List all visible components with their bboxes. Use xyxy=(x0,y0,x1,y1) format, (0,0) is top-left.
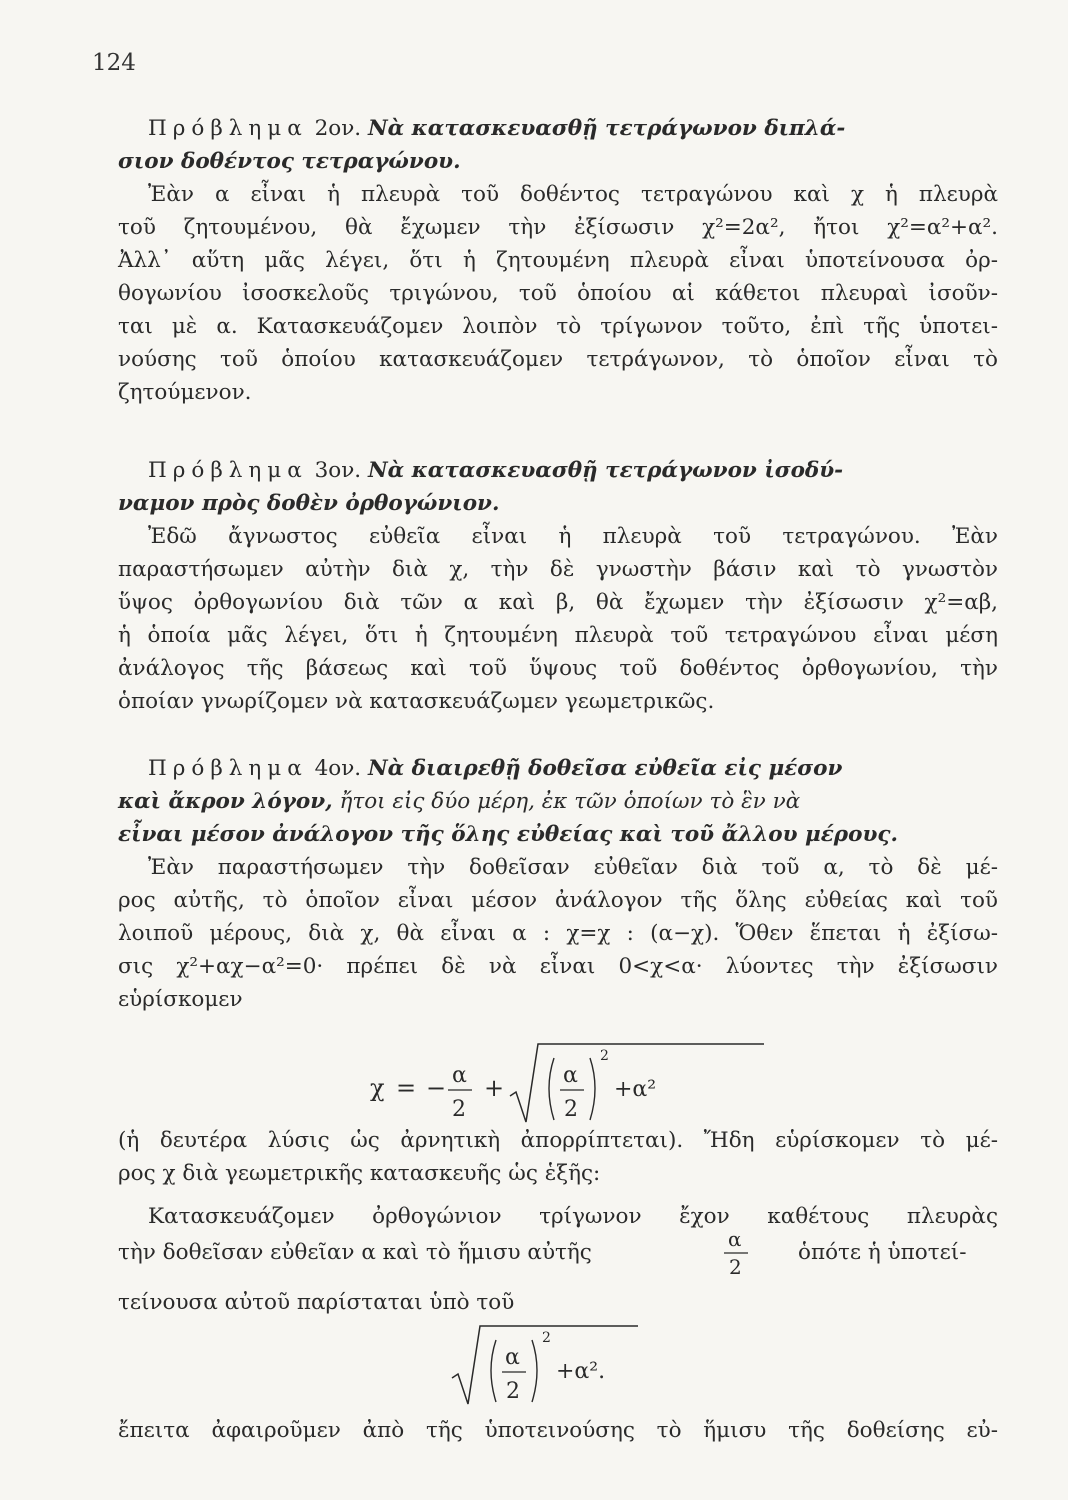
problem-title-cont: ναμον πρὸς δοθὲν ὀρθογώνιον. xyxy=(118,491,500,516)
paragraph-line: τὴν δοθεῖσαν εὐθεῖαν α καὶ τὸ ἥμισυ αὐτῆς xyxy=(118,1240,592,1265)
formula-tail: +α². xyxy=(556,1359,606,1384)
formula-minus: − xyxy=(426,1074,447,1102)
paragraph-line: Ἐὰν α εἶναι ἡ πλευρὰ τοῦ δοθέντος τετραγώνου καὶ χ ἡ πλευρὰ xyxy=(148,182,998,207)
paragraph-line: σις χ²+αχ−α²=0· πρέπει δὲ νὰ εἶναι 0<χ<α· λύοντες τὴν ἐξίσωσιν xyxy=(118,954,998,979)
problem-label: Πρόβλημα xyxy=(148,116,308,141)
final-line xyxy=(118,1414,998,1447)
problem-label: Πρόβλημα xyxy=(148,756,308,781)
problem-number: 3ον. xyxy=(314,458,362,483)
inline-fraction-numerator: α xyxy=(728,1227,742,1251)
inner-denominator: 2 xyxy=(564,1097,578,1122)
paragraph-line: ζητούμενον. xyxy=(118,380,252,405)
inline-fraction xyxy=(718,1226,758,1278)
inner-numerator: α xyxy=(505,1345,520,1370)
right-paren xyxy=(532,1340,537,1402)
paragraph-line: ρος αὐτῆς, τὸ ὁποῖον εἶναι μέσον ἀνάλογον τῆς ὅλης εὐθείας καὶ τοῦ xyxy=(118,888,998,913)
problem-title: Νὰ κατασκευασθῇ τετράγωνον διπλά- xyxy=(367,116,846,141)
left-paren xyxy=(491,1340,496,1402)
problem-4 xyxy=(118,752,998,1016)
left-paren xyxy=(549,1058,554,1120)
paragraph-line: λοιποῦ μέρους, διὰ χ, θὰ εἶναι α : χ=χ : (α−χ). Ὅθεν ἕπεται ἡ ἐξίσω- xyxy=(118,921,998,946)
formula-lhs: χ xyxy=(370,1074,385,1102)
inner-denominator: 2 xyxy=(506,1379,520,1404)
paragraph-line: παραστήσωμεν αὐτὴν διὰ χ, τὴν δὲ γνωστὴν βάσιν καὶ τὸ γνωστὸν xyxy=(118,557,998,582)
problem-3-heading-line xyxy=(118,454,998,487)
paragraph-line: ὕψος ὀρθογωνίου διὰ τῶν α καὶ β, θὰ ἔχωμεν τὴν ἐξίσωσιν χ²=αβ, xyxy=(118,590,998,615)
half-side-line xyxy=(118,1226,998,1278)
problem-2-heading-line xyxy=(118,112,998,145)
paragraph-line: τείνουσα αὐτοῦ παρίσταται ὑπὸ τοῦ xyxy=(118,1290,515,1315)
inline-fraction-denominator: 2 xyxy=(729,1255,742,1278)
problem-title-cont: σιον δοθέντος τετραγώνου. xyxy=(118,149,461,174)
problem-title-cont: καὶ ἄκρον λόγον, ἤτοι εἰς δύο μέρη, ἐκ τῶν ὁποίων τὸ ἓν νὰ xyxy=(118,789,801,814)
paragraph-line: Ἐὰν παραστήσωμεν τὴν δοθεῖσαν εὐθεῖαν διὰ τοῦ α, τὸ δὲ μέ- xyxy=(148,855,998,880)
formula-hypotenuse xyxy=(448,1318,688,1408)
problem-4-continued xyxy=(118,1124,998,1233)
problem-title: Νὰ κατασκευασθῇ τετράγωνον ἰσοδύ- xyxy=(367,458,844,483)
problem-2 xyxy=(118,112,998,409)
fraction-denominator: 2 xyxy=(452,1097,466,1122)
formula-plus: + xyxy=(484,1074,505,1102)
paragraph-line: τοῦ ζητουμένου, θὰ ἔχωμεν τὴν ἐξίσωσιν χ²=2α², ἤτοι χ²=α²+α². xyxy=(118,215,998,240)
problem-3 xyxy=(118,454,998,718)
paragraph-line: ἡ ὁποία μᾶς λέγει, ὅτι ἡ ζητουμένη πλευρὰ τοῦ τετραγώνου εἶναι μέση xyxy=(118,623,998,648)
inner-numerator: α xyxy=(563,1063,578,1088)
paragraph-line: ἔπειτα ἀφαιροῦμεν ἀπὸ τῆς ὑποτεινούσης τὸ ἥμισυ τῆς δοθείσης εὐ- xyxy=(118,1418,998,1443)
problem-title: Νὰ διαιρεθῇ δοθεῖσα εὐθεῖα εἰς μέσον xyxy=(367,756,843,781)
paragraph-line: Κατασκευάζομεν ὀρθογώνιον τρίγωνον ἔχον καθέτους πλευρὰς xyxy=(148,1204,998,1229)
paragraph-line: ὁποίαν γνωρίζομεν νὰ κατασκευάζωμεν γεωμετρικῶς. xyxy=(118,689,715,714)
paragraph-line: ὁπότε ἡ ὑποτεί- xyxy=(798,1240,967,1265)
page-number: 124 xyxy=(92,50,136,76)
problem-title-cont: εἶναι μέσον ἀνάλογον τῆς ὅλης εὐθείας καὶ τοῦ ἄλλου μέρους. xyxy=(118,822,898,847)
exponent: 2 xyxy=(600,1048,609,1064)
paragraph-line: νούσης τοῦ ὁποίου κατασκευάζομεν τετράγωνον, τὸ ὁποῖον εἶναι τὸ xyxy=(118,347,998,372)
paragraph-line: Ἐδῶ ἄγνωστος εὐθεῖα εἶναι ἡ πλευρὰ τοῦ τετραγώνου. Ἐὰν xyxy=(148,524,998,549)
paragraph-line: θογωνίου ἰσοσκελοῦς τριγώνου, τοῦ ὁποίου αἱ κάθετοι πλευραὶ ἰσοῦν- xyxy=(118,281,998,306)
fraction-numerator: α xyxy=(452,1063,467,1088)
formula-equals: = xyxy=(396,1074,417,1102)
paragraph-line: εὑρίσκομεν xyxy=(118,987,243,1012)
paragraph-line: ἀνάλογος τῆς βάσεως καὶ τοῦ ὕψους τοῦ δοθέντος ὀρθογωνίου, τὴν xyxy=(118,656,998,681)
problem-4-heading-line xyxy=(118,752,998,785)
problem-number: 4ον. xyxy=(314,756,362,781)
paragraph-line: Ἀλλ᾿ αὕτη μᾶς λέγει, ὅτι ἡ ζητουμένη πλευρὰ εἶναι ὑποτείνουσα ὀρ- xyxy=(118,248,998,273)
exponent: 2 xyxy=(542,1330,551,1346)
paragraph-line: (ἡ δευτέρα λύσις ὡς ἀρνητικὴ ἀπορρίπτεται). Ἤδη εὑρίσκομεν τὸ μέ- xyxy=(118,1128,998,1153)
paragraph-line: ται μὲ α. Κατασκευάζομεν λοιπὸν τὸ τρίγωνον τοῦτο, ἐπὶ τῆς ὑποτει- xyxy=(118,314,998,339)
paragraph-line: ρος χ διὰ γεωμετρικῆς κατασκευῆς ὡς ἑξῆς: xyxy=(118,1161,601,1186)
problem-label: Πρόβλημα xyxy=(148,458,308,483)
formula-golden-section xyxy=(360,1036,780,1126)
right-paren xyxy=(590,1058,595,1120)
problem-number: 2ον. xyxy=(314,116,362,141)
hypotenuse-line xyxy=(118,1286,998,1319)
formula-tail: +α² xyxy=(614,1077,657,1102)
